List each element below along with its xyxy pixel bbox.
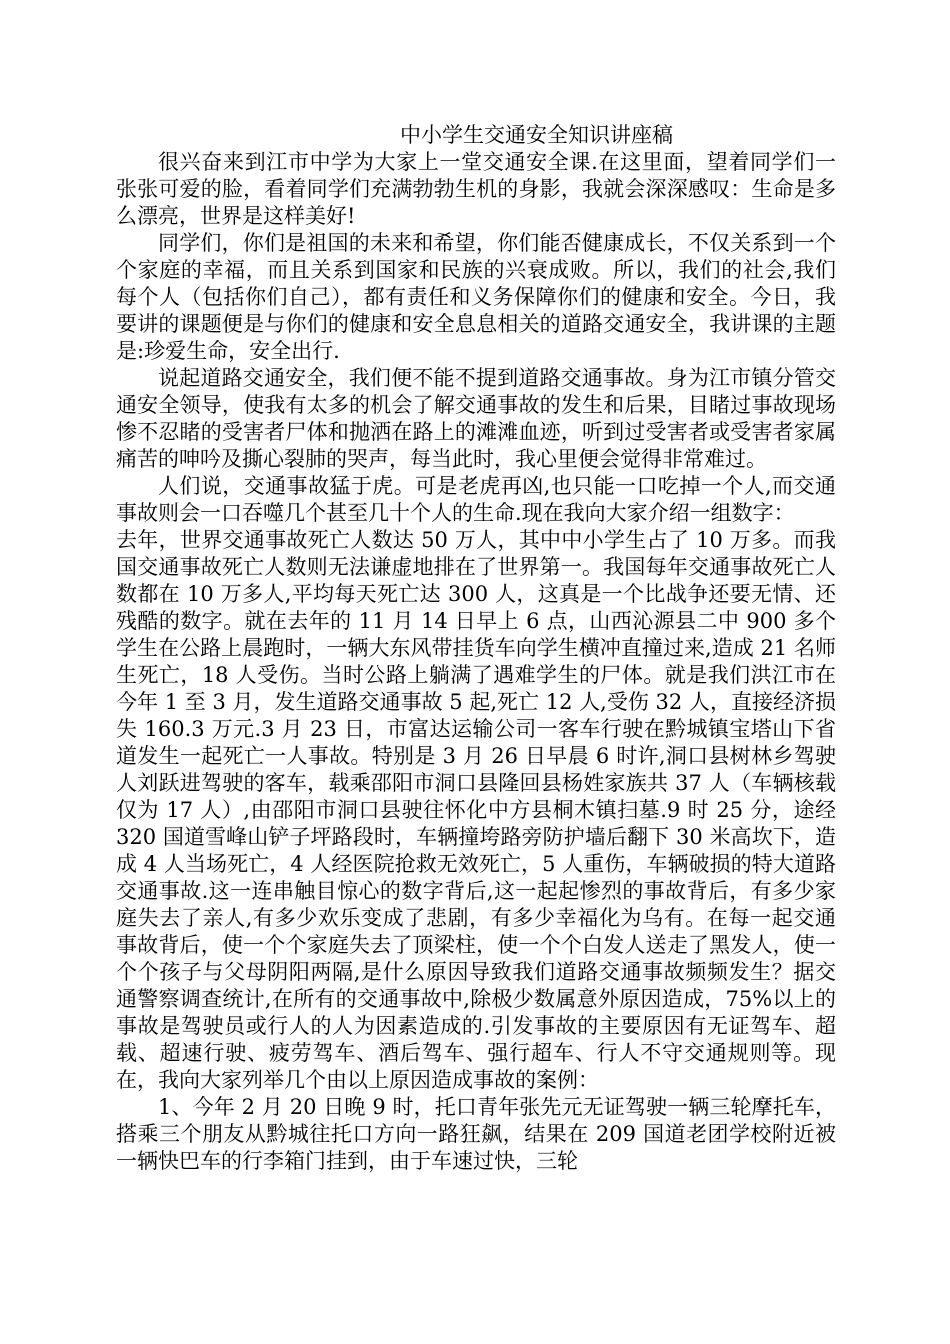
paragraph-intro: 很兴奋来到江市中学为大家上一堂交通安全课.在这里面，望着同学们一张张可爱的脸，看着同学们充满勃勃生机的身影，我就会深深感叹：生命是多么漂亮，世界是这样美好!: [116, 150, 836, 228]
document-title: 中小学生交通安全知识讲座稿: [400, 123, 673, 147]
paragraph-students-future: 同学们，你们是祖国的未来和希望，你们能否健康成长，不仅关系到一个个家庭的幸福，而且关系到国家和民族的兴衰成败。所以，我们的社会,我们每个人（包括你们自己），都有责任和义务保障你们的健康和安全。今日，我要讲的课题便是与你们的健康和安全息息相关的道路交通安全，我讲课的主题是:珍爱生命，安全出行.: [116, 231, 836, 363]
paragraph-accidents: 说起道路交通安全，我们便不能不提到道路交通事故。身为江市镇分管交通安全领导，使我有太多的机会了解交通事故的发生和后果，目睹过事故现场惨不忍睹的受害者尸体和抛洒在路上的滩滩血迹，听到过受害者或受害者家属痛苦的呻吟及撕心裂肺的哭声，每当此时，我心里便会觉得非常难过。: [116, 366, 836, 471]
paragraph-statistics: 去年，世界交通事故死亡人数达 50 万人，其中中小学生占了 10 万多。而我国交通事故死亡人数则无法谦虚地排在了世界第一。我国每年交通事故死亡人数都在 10 万多人,平均每天死亡达 300 人，这真是一个比战争还要无情、还残酷的数字。就在去年的 11 月 14 日早上 6 点，山西沁源县二中 900 多个学生在公路上晨跑时，一辆大东风带挂货车向学生横冲直撞过来,造成 21 名师生死亡，18 人受伤。当时公路上躺满了遇难学生的尸体。就是我们洪江市在今年 1 至 3 月，发生道路交通事故 5 起,死亡 12 人,受伤 32 人，直接经济损失 160.3 万元.3 月 23 日，市富达运输公司一客车行驶在黔城镇宝塔山下省道发生一起死亡一人事故。特别是 3 月 26 日早晨 6 时许,洞口县树林乡驾驶人刘跃进驾驶的客车，载乘邵阳市洞口县隆回县杨姓家族共 37 人（车辆核载仅为 17 人）,由邵阳市洞口县驶往怀化中方县桐木镇扫墓.9 时 25 分，途经 320 国道雪峰山铲子坪路段时，车辆撞垮路旁防护墙后翻下 30 米高坎下，造成 4 人当场死亡，4 人经医院抢救无效死亡，5 人重伤，车辆破损的特大道路交通事故.这一连串触目惊心的数字背后,这一起起惨烈的事故背后，有多少家庭失去了亲人,有多少欢乐变成了悲剧，有多少幸福化为乌有。在每一起交通事故背后，使一个个家庭失去了顶梁柱，使一个个白发人送走了黑发人，使一个个孩子与父母阴阳两隔,是什么原因导致我们道路交通事故频频发生？据交通警察调查统计,在所有的交通事故中,除极少数属意外原因造成，75%以上的事故是驾驶员或行人的人为因素造成的.引发事故的主要原因有无证驾车、超载、超速行驶、疲劳驾车、酒后驾车、强行超车、行人不守交通规则等。现在，我向大家列举几个由以上原因造成事故的案例：: [116, 528, 836, 1092]
document-body: [116, 122, 836, 1175]
paragraph-case-1: 1、今年 2 月 20 日晚 9 时，托口青年张先元无证驾驶一辆三轮摩托车，搭乘三个朋友从黔城往托口方向一路狂飙，结果在 209 国道老团学校附近被一辆快巴车的行李箱门挂到，由于车速过快，三轮: [116, 1095, 836, 1173]
paragraph-fiercer-than-tiger: 人们说，交通事故猛于虎。可是老虎再凶,也只能一口吃掉一个人,而交通事故则会一口吞噬几个甚至几十个人的生命.现在我向大家介绍一组数字：: [116, 474, 836, 525]
